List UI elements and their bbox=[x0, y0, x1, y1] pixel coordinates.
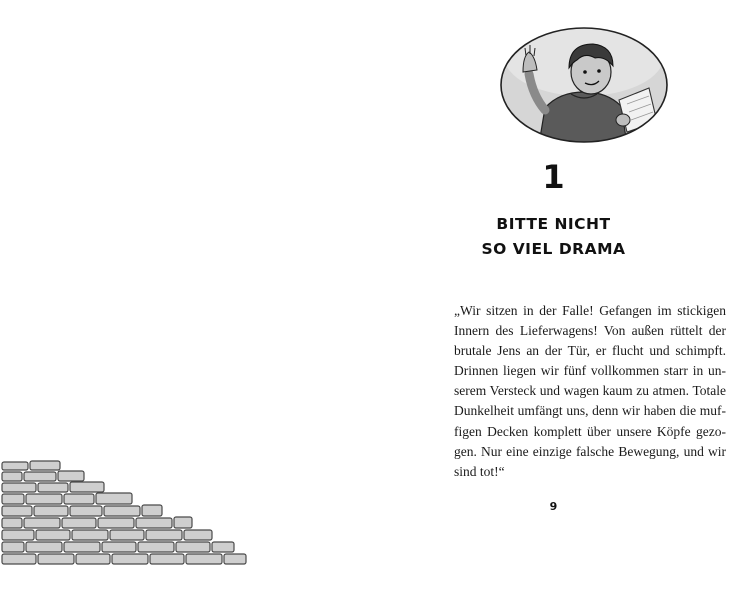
text-line: sind tot!“ bbox=[454, 463, 505, 479]
brick-wall-decoration bbox=[0, 458, 250, 568]
text-line: „Wir sitzen in der Falle! Gefangen im stickigen bbox=[454, 303, 726, 318]
text-line: brutale Jens an der Tür, er flucht und schimpft. bbox=[454, 343, 726, 359]
text-line: gen. Nur eine einzige falsche Bewegung, und wir bbox=[454, 443, 726, 459]
chapter-title-line: BITTE NICHT bbox=[496, 215, 611, 233]
chapter-title-line: SO VIEL DRAMA bbox=[481, 240, 626, 258]
text-line: Innern des Lieferwagens! Von außen rüttelt der bbox=[454, 323, 726, 339]
body-paragraph bbox=[454, 301, 726, 482]
right-page bbox=[369, 0, 738, 590]
text-line: serem Versteck und wagen kaum zu atmen. Totale bbox=[454, 383, 726, 399]
text-line: Dunkelheit umfängt uns, denn wir haben die muf- bbox=[454, 403, 726, 419]
chapter-title bbox=[369, 212, 738, 262]
boy-waving-illustration bbox=[499, 26, 669, 144]
text-line: figen Decken komplett über unsere Köpfe gezo- bbox=[454, 423, 726, 439]
chapter-number: 1 bbox=[542, 158, 565, 196]
page-number: 9 bbox=[549, 500, 558, 513]
text-line: Drinnen liegen wir fünf vollkommen starr in un- bbox=[454, 363, 726, 379]
